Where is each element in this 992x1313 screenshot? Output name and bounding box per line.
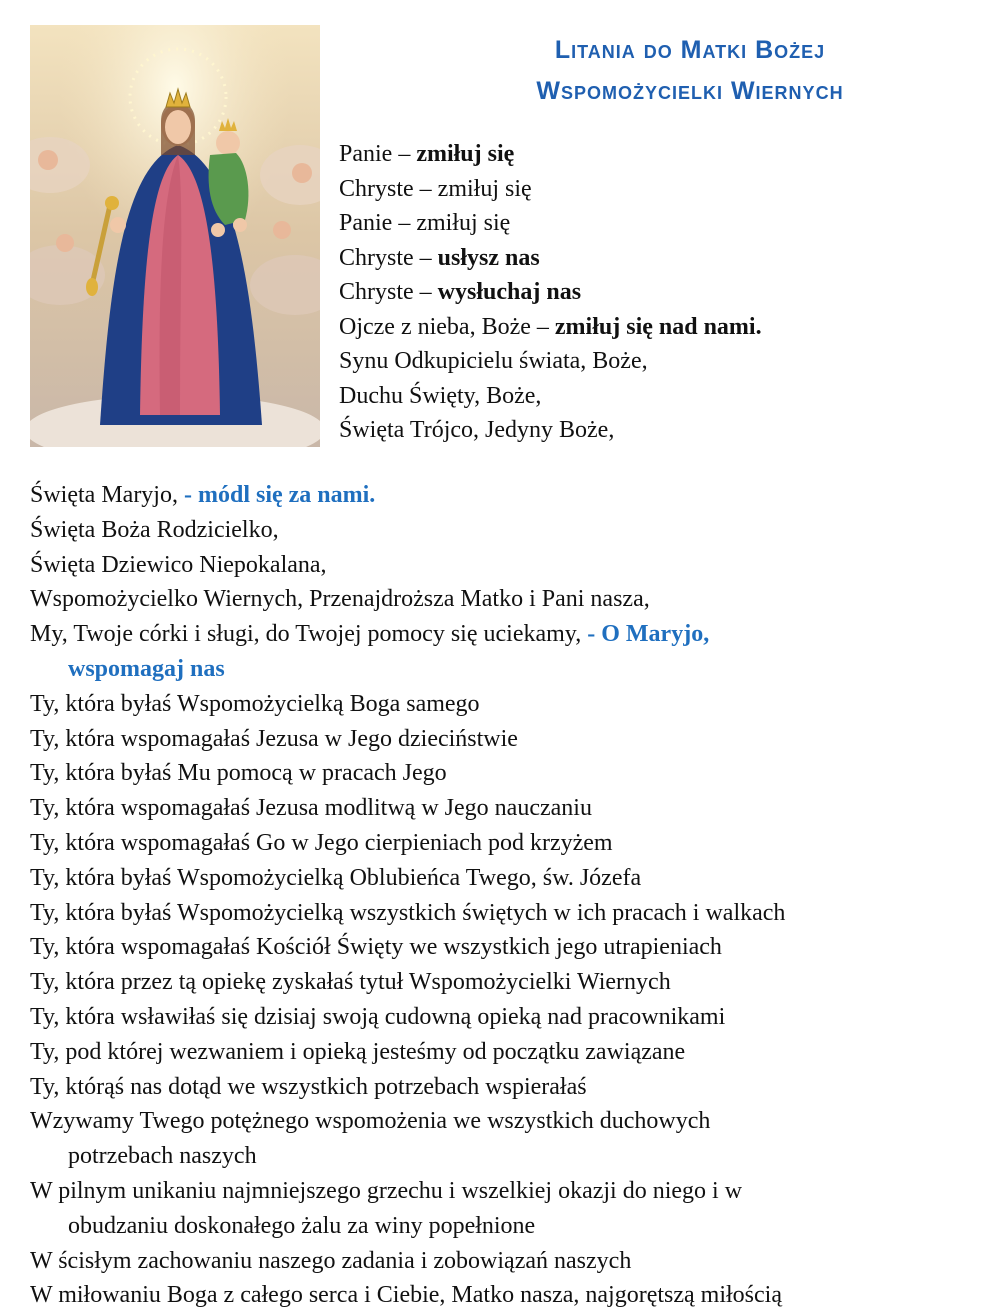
invocation-text: Ty, która wspomagałaś Jezusa modlitwą w Jego nauczaniu xyxy=(30,795,592,822)
invocation-text: Ty, która wspomagałaś Jezusa w Jego dzieciństwie xyxy=(30,725,518,752)
invocation-text: W ścisłym zachowaniu naszego zadania i zobowiązań naszych xyxy=(30,1247,632,1274)
intro-line xyxy=(339,379,762,414)
response-text: - módl się za nami. xyxy=(183,482,376,508)
intro-line xyxy=(339,275,762,310)
invocation-text: Ty, która byłaś Wspomożycielką Boga samego xyxy=(30,690,480,717)
intro-line xyxy=(339,413,762,448)
invocation-text: Święta Maryjo, xyxy=(30,482,184,508)
invocation-text: Wzywamy Twego potężnego wspomożenia we wszystkich duchowych xyxy=(30,1108,711,1135)
invocation-text: Panie – xyxy=(339,141,417,167)
invocation-text: Ty, która przez tą opiekę zyskałaś tytuł Wspomożycielki Wiernych xyxy=(30,969,671,996)
invocation-text: Ty, która byłaś Wspomożycielką wszystkich świętych w ich pracach i walkach xyxy=(30,899,786,926)
invocation-line xyxy=(30,930,785,965)
invocation-text: Chryste – xyxy=(339,244,438,271)
invocation-line xyxy=(30,1209,785,1244)
invocation-line xyxy=(30,861,785,896)
invocation-text: Duchu Święty, Boże, xyxy=(339,382,542,409)
invocation-text: W pilnym unikaniu najmniejszego grzechu i wszelkiej okazji do niego i w xyxy=(30,1177,743,1204)
intro-line xyxy=(339,344,762,379)
invocation-text: Ojcze z nieba, Boże – xyxy=(339,313,555,340)
invocation-line xyxy=(30,652,785,687)
invocation-text: My, Twoje córki i sługi, do Twojej pomocy się uciekamy, xyxy=(30,621,588,648)
response-text: zmiłuj się xyxy=(416,141,515,167)
invocation-text: Panie – zmiłuj się xyxy=(339,210,511,236)
intro-invocations xyxy=(339,137,762,448)
response-text: wysłuchaj nas xyxy=(437,279,582,305)
invocation-text: Ty, która byłaś Mu pomocą w pracach Jego xyxy=(30,760,447,787)
invocation-line xyxy=(30,582,785,617)
invocation-line xyxy=(30,1139,785,1174)
invocation-line xyxy=(30,722,785,757)
invocation-line xyxy=(30,791,785,826)
invocation-line xyxy=(30,826,785,861)
invocation-text: Chryste – zmiłuj się xyxy=(339,175,532,202)
invocation-text: Święta Trójco, Jedyny Boże, xyxy=(339,417,615,443)
invocation-line xyxy=(30,1000,785,1035)
invocation-line xyxy=(30,896,785,931)
intro-line xyxy=(339,241,762,276)
intro-line xyxy=(339,206,762,241)
invocation-text: W miłowaniu Boga z całego serca i Ciebie, Matko nasza, najgorętszą miłością xyxy=(30,1282,782,1309)
invocation-line xyxy=(30,756,785,791)
mary-help-of-christians-icon xyxy=(30,25,320,447)
title-line-1: Litania do Matki Bożej xyxy=(554,36,826,64)
invocation-line xyxy=(30,513,785,548)
invocation-line xyxy=(30,1174,785,1209)
intro-line xyxy=(339,172,762,207)
invocation-line xyxy=(30,478,785,513)
invocation-line xyxy=(30,1278,785,1313)
invocation-line xyxy=(30,1070,785,1105)
invocation-line xyxy=(30,548,785,583)
invocation-text: Ty, która wspomagałaś Go w Jego cierpieniach pod krzyżem xyxy=(30,829,613,856)
invocation-text: Święta Dziewico Niepokalana, xyxy=(30,551,327,578)
invocation-text: Święta Boża Rodzicielko, xyxy=(30,516,279,543)
invocation-text: Ty, która byłaś Wspomożycielką Oblubieńca Twego, św. Józefa xyxy=(30,864,642,891)
title-line-2: Wspomożycielki Wiernych xyxy=(536,77,844,105)
main-invocations xyxy=(30,478,785,1313)
invocation-line xyxy=(30,1104,785,1139)
response-text: - O Maryjo, xyxy=(587,621,710,648)
invocation-line xyxy=(30,1244,785,1279)
response-text: zmiłuj się nad nami. xyxy=(554,313,762,340)
litany-title xyxy=(420,30,960,112)
invocation-text: Ty, która wsławiłaś się dzisiaj swoją cudowną opieką nad pracownikami xyxy=(30,1003,726,1030)
invocation-text: Ty, która wspomagałaś Kościół Święty we wszystkich jego utrapieniach xyxy=(30,934,722,961)
invocation-text: Ty, pod której wezwaniem i opieką jesteśmy od początku zawiązane xyxy=(30,1038,686,1065)
intro-line xyxy=(339,310,762,345)
invocation-text: Ty, którąś nas dotąd we wszystkich potrzebach wspierałaś xyxy=(30,1073,587,1100)
invocation-text: potrzebach naszych xyxy=(68,1143,257,1170)
invocation-text: Chryste – xyxy=(339,279,438,305)
response-text: wspomagaj nas xyxy=(68,655,225,682)
intro-line xyxy=(339,137,762,172)
invocation-line xyxy=(30,687,785,722)
invocation-text: Synu Odkupicielu świata, Boże, xyxy=(339,348,648,374)
response-text: usłysz nas xyxy=(437,244,540,271)
invocation-line xyxy=(30,1035,785,1070)
invocation-text: obudzaniu doskonałego żalu za winy popełnione xyxy=(68,1212,536,1239)
invocation-line xyxy=(30,617,785,652)
invocation-text: Wspomożycielko Wiernych, Przenajdroższa Matko i Pani nasza, xyxy=(30,586,650,613)
invocation-line xyxy=(30,965,785,1000)
